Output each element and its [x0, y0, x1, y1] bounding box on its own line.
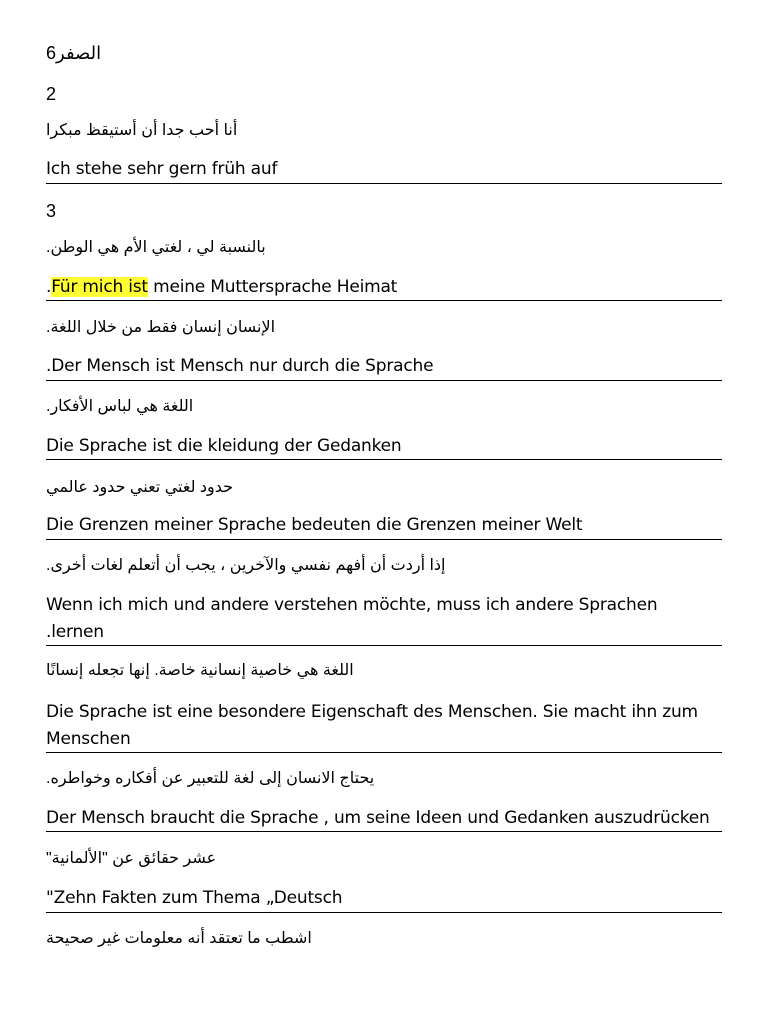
arabic-sentence: يحتاج الانسان إلى لغة للتعبير عن أفكاره وخواطره.	[46, 770, 375, 787]
arabic-sentence: اشطب ما تعتقد أنه معلومات غير صحيحة	[46, 930, 312, 947]
number-3: 3	[46, 201, 57, 221]
divider	[46, 645, 722, 646]
german-sentence: Der Mensch braucht die Sprache , um seine Ideen und Gedanken auszudrücken	[46, 808, 710, 828]
arabic-sentence: إذا أردت أن أفهم نفسي والآخرين ، يجب أن أتعلم لغات أخرى.	[46, 557, 446, 574]
header-line: الصفر6	[46, 43, 102, 63]
german-sentence: Die Sprache ist die kleidung der Gedanken	[46, 436, 402, 456]
german-sentence: Die Sprache ist eine besondere Eigenschaft des Menschen. Sie macht ihn zum Menschen	[46, 702, 698, 749]
divider	[46, 183, 722, 184]
arabic-sentence: بالنسبة لي ، لغتي الأم هي الوطن.	[46, 239, 266, 256]
german-prefix: .	[46, 277, 52, 297]
german-sentence: .Der Mensch ist Mensch nur durch die Sprache	[46, 356, 434, 376]
german-sentence	[46, 277, 397, 297]
divider	[46, 831, 722, 832]
divider	[46, 459, 722, 460]
arabic-sentence: الإنسان إنسان فقط من خلال اللغة.	[46, 319, 276, 336]
german-sentence: Die Grenzen meiner Sprache bedeuten die Grenzen meiner Welt	[46, 515, 583, 535]
arabic-sentence: اللغة هي خاصية إنسانية خاصة. إنها تجعله إنسانًا	[46, 662, 354, 679]
divider	[46, 752, 722, 753]
arabic-sentence: عشر حقائق عن "الألمانية"	[46, 850, 217, 867]
arabic-sentence: أنا أحب جدا أن أستيقظ مبكرا	[46, 122, 238, 139]
divider	[46, 539, 722, 540]
divider	[46, 912, 722, 913]
number-2: 2	[46, 84, 57, 104]
german-sentence: Wenn ich mich und andere verstehen möchte, muss ich andere Sprachen .lernen	[46, 595, 658, 642]
divider	[46, 300, 722, 301]
divider	[46, 380, 722, 381]
arabic-sentence: حدود لغتي تعني حدود عالمي	[46, 479, 234, 496]
german-sentence: Ich stehe sehr gern früh auf	[46, 159, 278, 179]
german-rest: meine Muttersprache Heimat	[147, 277, 398, 297]
german-sentence: "Zehn Fakten zum Thema „Deutsch	[46, 888, 343, 908]
highlighted-text: Für mich ist	[51, 277, 148, 297]
arabic-sentence: اللغة هي لباس الأفكار.	[46, 398, 194, 415]
